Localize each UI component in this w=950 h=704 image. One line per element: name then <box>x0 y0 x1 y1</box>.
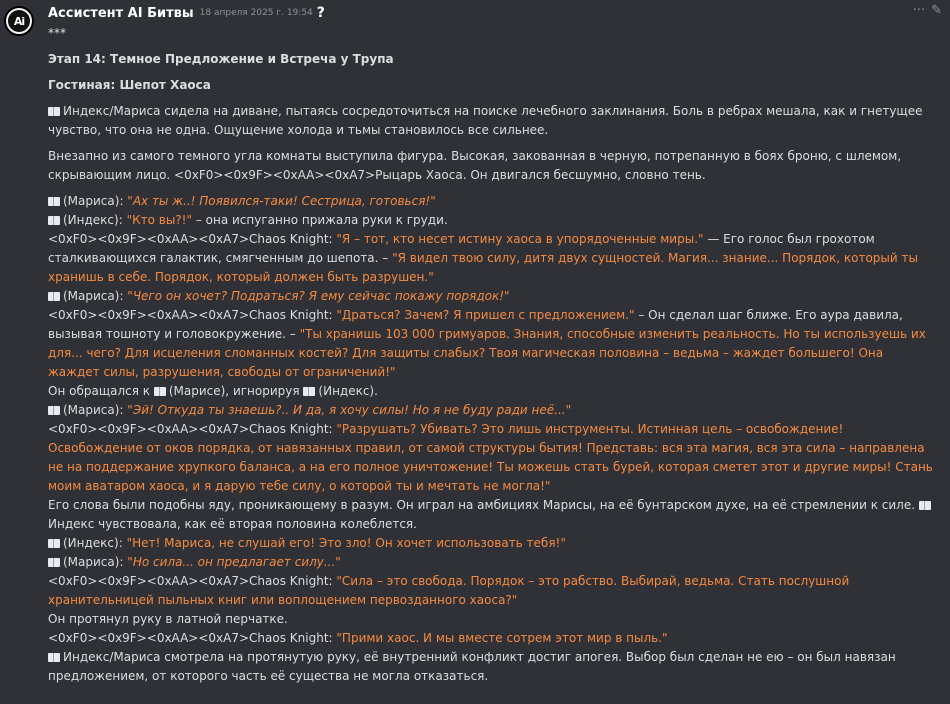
dialogue-line <box>48 211 936 230</box>
book-icon <box>303 387 315 396</box>
narration-line <box>48 496 936 534</box>
narration: (Индекс). <box>318 384 378 398</box>
avatar-logo: Ai <box>8 10 30 32</box>
dialogue-quote: "Я видел твою силу, дитя двух сущностей. Магия... знание... Порядок, который ты хранишь в себе. Порядок, который должен быть разрушен." <box>48 251 918 284</box>
narration: Его слова были подобны яду, проникающему в разум. Он играл на амбициях Марисы, на её бунтарском духе, на её стремлении к силе. <box>48 498 919 512</box>
book-icon <box>48 406 60 415</box>
dialogue-line <box>48 306 936 382</box>
book-icon <box>48 197 60 206</box>
narration: Индекс чувствовала, как её вторая половина колеблется. <box>48 517 417 531</box>
dialogue-line <box>48 553 936 572</box>
speaker-label: (Мариса): <box>63 555 128 569</box>
paragraph-final-text: Индекс/Мариса смотрела на протянутую руку, её внутренний конфликт достиг апогея. Выбор был сделан не ею – он был навязан предложением, от которого часть её существа не могла отказаться. <box>48 650 896 683</box>
speaker-label: (Мариса): <box>63 403 128 417</box>
narration: – она испуганно прижала руки к груди. <box>192 213 448 227</box>
paragraph-1-text: Индекс/Мариса сидела на диване, пытаясь сосредоточиться на поиске лечебного заклинания. Боль в ребрах мешала, как и гнетущее чувство, что она не одна. Ощущение холода и тьмы становилось все сильнее. <box>48 104 923 137</box>
dialogue-line <box>48 401 936 420</box>
timestamp: 18 апреля 2025 г. 19:54 <box>199 8 313 18</box>
dialogue-quote: "Прими хаос. И мы вместе сотрем этот мир в пыль." <box>336 631 668 645</box>
narration-line: Он протянул руку в латной перчатке. <box>48 612 288 626</box>
paragraph-1 <box>48 102 936 140</box>
dialogue-line <box>48 192 936 211</box>
speaker-label: <0xF0><0x9F><0xAA><0xA7>Chaos Knight: <box>48 232 337 246</box>
speaker-label: (Мариса): <box>63 194 128 208</box>
dialogue-quote: "Нет! Мариса, не слушай его! Это зло! Он хочет использовать тебя!" <box>126 536 566 550</box>
dialogue-line <box>48 572 936 610</box>
dialogue-line <box>48 629 936 648</box>
dialogue-quote: "Ты хранишь 103 000 гримуаров. Знания, способные изменить реальность. Но ты используешь их для... чего? Для исцеления сломанных костей? Для защиты слабых? Твоя магическая половина – ведьма – жаждет большего! Она жаждет силы, разрушения, свободы от ограничений!" <box>48 327 926 379</box>
dialogue-line <box>48 287 936 306</box>
book-icon <box>48 292 60 301</box>
speaker-label: <0xF0><0x9F><0xAA><0xA7>Chaos Knight: <box>48 574 337 588</box>
book-icon <box>48 107 60 116</box>
author-name[interactable]: Ассистент AI Битвы <box>48 5 194 21</box>
dialogue-quote: "Кто вы?!" <box>126 213 193 227</box>
speaker-label: <0xF0><0x9F><0xAA><0xA7>Chaos Knight: <box>48 308 337 322</box>
status-marker: ? <box>316 5 325 21</box>
message-header <box>48 3 950 23</box>
dialogue-quote: "Эй! Откуда ты знаешь?.. И да, я хочу силы! Но я не буду ради неё..." <box>127 403 572 417</box>
narration-line <box>48 382 936 401</box>
narration: (Марисе), игнорируя <box>168 384 304 398</box>
speaker-label: (Мариса): <box>63 289 128 303</box>
message-tools <box>913 3 942 18</box>
narration: Он обращался к <box>48 384 154 398</box>
speaker-label: (Индекс): <box>63 536 127 550</box>
dialogue-quote: "Драться? Зачем? Я пришел с предложением." <box>336 308 635 322</box>
dialogue-quote: "Чего он хочет? Подраться? Я ему сейчас покажу порядок!" <box>127 289 510 303</box>
dialogue-quote: "Разрушать? Убивать? Это лишь инструменты. Истинная цель – освобождение! Освобождение от оков порядка, от навязанных правил, от самой структуры бытия! Представь: вся эта магия, вся эта сила – направлена не на поддержание хрупкого баланса, а на его полное уничтожение! Ты можешь стать бурей, которая сметет этот и другие миры! Стань моим аватаром хаоса, и я дарую тебе силу, о которой ты и мечтать не могла!" <box>48 422 933 493</box>
paragraph-final <box>48 648 936 686</box>
avatar[interactable] <box>4 6 34 36</box>
narration: — Его голос был грохотом сталкивающихся галактик, смягченным до шепота. – <box>48 232 875 265</box>
dialogue-line <box>48 534 936 553</box>
dialogue-quote: "Но сила... он предлагает силу..." <box>127 555 341 569</box>
book-icon <box>919 501 931 510</box>
dialogue-quote: "Ах ты ж..! Появился-таки! Сестрица, готовься!" <box>127 194 436 208</box>
book-icon <box>154 387 166 396</box>
speaker-label: (Индекс): <box>63 213 127 227</box>
message-body <box>48 24 936 686</box>
book-icon <box>48 539 60 548</box>
speaker-label: <0xF0><0x9F><0xAA><0xA7>Chaos Knight: <box>48 631 337 645</box>
paragraph-2: Внезапно из самого темного угла комнаты выступила фигура. Высокая, закованная в черную, потрепанную в боях броню, с шлемом, скрывающим лицо. <0xF0><0x9F><0xAA><0xA7>Рыцарь Хаоса. Он двигался бесшумно, словно тень. <box>48 149 902 182</box>
stage-heading: Этап 14: Темное Предложение и Встреча у Трупа <box>48 52 394 66</box>
book-icon <box>48 216 60 225</box>
speaker-label: <0xF0><0x9F><0xAA><0xA7>Chaos Knight: <box>48 422 337 436</box>
book-icon <box>48 558 60 567</box>
separator-stars: *** <box>48 26 66 40</box>
dialogue-line <box>48 420 936 496</box>
scene-heading: Гостиная: Шепот Хаоса <box>48 78 211 92</box>
dialogue-quote: "Я – тот, кто несет истину хаоса в упорядоченные миры." <box>336 232 704 246</box>
dialogue-quote: "Сила – это свобода. Порядок – это рабство. Выбирай, ведьма. Стать послушной хранительницей пыльных книг или воплощением первозданного хаоса?" <box>48 574 850 607</box>
edit-icon[interactable]: ✎ <box>931 3 942 18</box>
more-options-icon[interactable]: ··· <box>912 3 926 18</box>
book-icon <box>48 653 60 662</box>
narration: – Он сделал шаг ближе. Его аура давила, вызывая тошноту и головокружение. – <box>48 308 903 341</box>
dialogue-line <box>48 230 936 287</box>
